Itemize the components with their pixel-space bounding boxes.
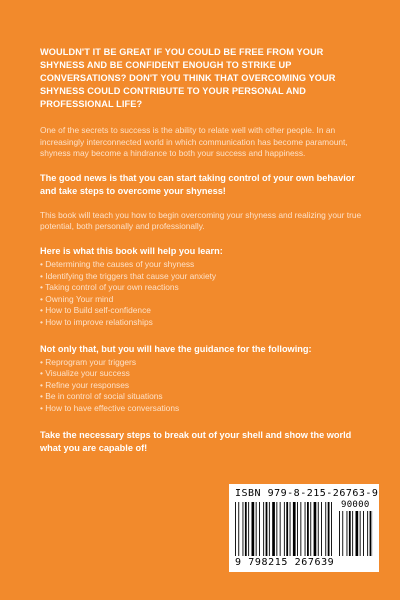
barcode-bar <box>307 502 309 556</box>
barcode-bar <box>360 511 361 556</box>
barcode-bar <box>297 502 298 556</box>
list-item: • Be in control of social situations <box>40 391 163 402</box>
barcode-bar <box>293 502 296 556</box>
barcode-bar <box>235 502 236 556</box>
list-item: • How to improve relationships <box>40 316 153 327</box>
teach-paragraph: This book will teach you how to begin overcoming your shyness and realizing your true potential, both personally and professionally. <box>40 209 362 232</box>
list-item: • Reprogram your triggers <box>40 356 137 367</box>
barcode-bar <box>290 502 291 556</box>
barcode-bar <box>259 502 260 556</box>
barcode-bar <box>370 511 372 556</box>
barcode-bar <box>256 502 257 556</box>
barcode-bar <box>272 502 275 556</box>
barcode-bar <box>356 511 359 556</box>
learn-list <box>40 259 370 329</box>
list-item: • Refine your responses <box>40 379 130 390</box>
headline: WOULDN'T IT BE GREAT IF YOU COULD BE FREE FROM YOUR SHYNESS AND BE CONFIDENT ENOUGH TO STRIKE UP CONVERSATIONS? DON'T YOU THINK THAT OVERCOMING YOUR SHYNESS COULD CONTRIBUTE TO YOUR PERSONAL AND PROFESSIONAL LIFE? <box>40 47 336 109</box>
closing-paragraph: Take the necessary steps to break out of your shell and show the world what you are capable of! <box>40 429 352 453</box>
barcode-bar <box>245 502 247 556</box>
barcode-bar <box>238 502 239 556</box>
barcode-bar <box>305 502 306 556</box>
barcode-bar <box>248 502 249 556</box>
list-item: • Taking control of your own reactions <box>40 282 179 293</box>
isbn-barcode <box>229 484 379 572</box>
intro-paragraph: One of the secrets to success is the ability to relate well with other people. In an increasingly interconnected world in which communication has become paramount, shyness may become a hindrance to both your success and happiness. <box>40 125 348 159</box>
barcode-bar <box>328 502 330 556</box>
barcode-bar <box>339 511 340 556</box>
barcode-bar <box>352 511 353 556</box>
barcode-bar <box>243 502 244 556</box>
barcode-bar <box>276 502 277 556</box>
barcode-bar <box>321 502 322 556</box>
barcode-bar <box>331 502 332 556</box>
barcode-bar <box>263 502 264 556</box>
list-item: • How to Build self-confidence <box>40 305 151 316</box>
list-item: • How to have effective conversations <box>40 402 180 413</box>
barcode-bar <box>252 502 255 556</box>
barcode-bar <box>347 511 348 556</box>
addon-label: 90000 <box>341 500 370 510</box>
barcode-bar <box>342 511 343 556</box>
barcode-bar <box>266 502 268 556</box>
barcode-bar <box>284 502 285 556</box>
good-news-paragraph: The good news is that you can start taking control of your own behavior and take steps to overcome your shyness! <box>40 172 355 196</box>
barcode-bar <box>286 502 288 556</box>
guidance-heading: Not only that, but you will have the guidance for the following: <box>40 343 312 354</box>
isbn-label: ISBN 979-8-215-26763-9 <box>235 488 379 499</box>
ean-barcode-bars <box>235 502 333 556</box>
barcode-bar <box>300 502 301 556</box>
barcode-bar <box>310 502 311 556</box>
list-item: • Identifying the triggers that cause your anxiety <box>40 270 217 281</box>
barcode-bar <box>269 502 270 556</box>
learn-heading: Here is what this book will help you learn: <box>40 245 223 256</box>
barcode-bar <box>349 511 351 556</box>
barcode-bar <box>363 511 364 556</box>
list-item: • Determining the causes of your shyness <box>40 258 195 269</box>
list-item: • Visualize your success <box>40 368 130 379</box>
addon-barcode-bars <box>339 511 373 556</box>
barcode-bar <box>367 511 368 556</box>
blurb <box>40 46 370 455</box>
barcode-bar <box>325 502 326 556</box>
ean-number: 9 798215 267639 <box>235 557 335 568</box>
barcode-bar <box>318 502 319 556</box>
list-item: • Owning Your mind <box>40 293 114 304</box>
barcode-bar <box>314 502 317 556</box>
guidance-list <box>40 357 370 415</box>
barcode-bar <box>280 502 281 556</box>
